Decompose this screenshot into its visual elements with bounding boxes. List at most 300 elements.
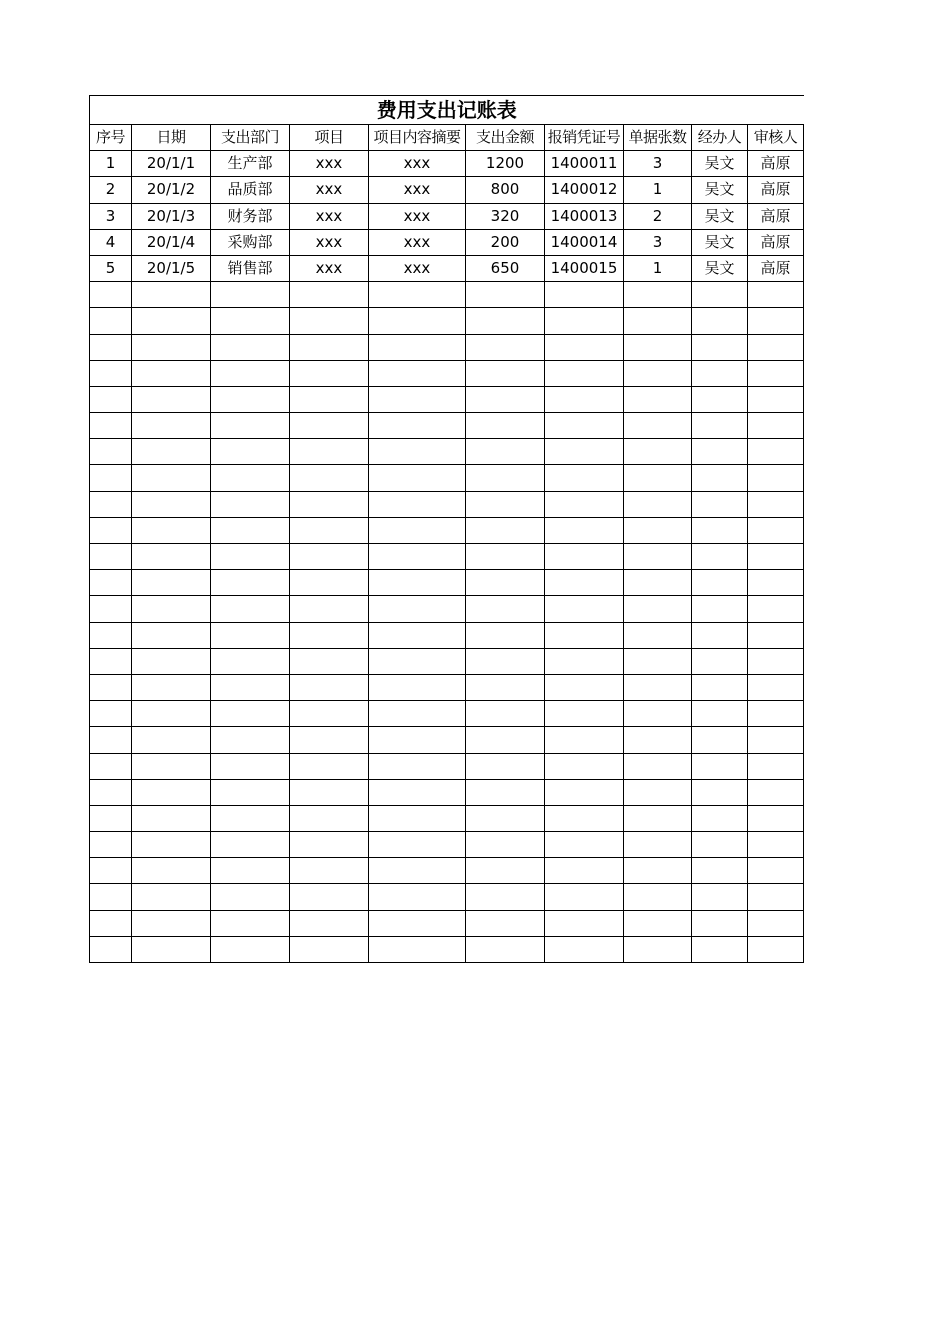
cell-handler xyxy=(692,570,748,596)
empty-row xyxy=(90,360,804,386)
cell-department xyxy=(211,779,290,805)
cell-seq: 5 xyxy=(90,255,132,281)
cell-doc-count xyxy=(624,360,692,386)
cell-seq xyxy=(90,360,132,386)
cell-amount xyxy=(466,544,545,570)
cell-department xyxy=(211,570,290,596)
cell-amount xyxy=(466,805,545,831)
cell-seq xyxy=(90,491,132,517)
cell-reviewer: 高原 xyxy=(748,151,804,177)
cell-summary: xxx xyxy=(369,229,466,255)
cell-amount xyxy=(466,570,545,596)
column-header-date: 日期 xyxy=(132,125,211,151)
cell-date: 20/1/3 xyxy=(132,203,211,229)
empty-row xyxy=(90,413,804,439)
cell-reviewer xyxy=(748,727,804,753)
cell-seq xyxy=(90,596,132,622)
cell-department xyxy=(211,517,290,543)
cell-date: 20/1/1 xyxy=(132,151,211,177)
empty-row xyxy=(90,282,804,308)
cell-summary xyxy=(369,465,466,491)
cell-doc-count: 2 xyxy=(624,203,692,229)
cell-amount xyxy=(466,334,545,360)
cell-doc-count xyxy=(624,674,692,700)
cell-handler xyxy=(692,517,748,543)
cell-seq xyxy=(90,544,132,570)
cell-seq xyxy=(90,753,132,779)
cell-date: 20/1/2 xyxy=(132,177,211,203)
cell-department xyxy=(211,910,290,936)
empty-row xyxy=(90,753,804,779)
cell-department: 生产部 xyxy=(211,151,290,177)
cell-item xyxy=(290,596,369,622)
cell-reviewer xyxy=(748,936,804,962)
cell-item xyxy=(290,805,369,831)
cell-seq xyxy=(90,701,132,727)
cell-seq xyxy=(90,858,132,884)
cell-doc-count xyxy=(624,334,692,360)
cell-seq xyxy=(90,282,132,308)
cell-handler xyxy=(692,596,748,622)
cell-item xyxy=(290,413,369,439)
cell-voucher xyxy=(545,674,624,700)
cell-reviewer xyxy=(748,308,804,334)
cell-summary xyxy=(369,413,466,439)
cell-doc-count xyxy=(624,308,692,334)
cell-reviewer xyxy=(748,753,804,779)
cell-handler: 吴文 xyxy=(692,151,748,177)
cell-voucher xyxy=(545,439,624,465)
empty-row xyxy=(90,858,804,884)
cell-doc-count xyxy=(624,910,692,936)
cell-department xyxy=(211,439,290,465)
cell-date xyxy=(132,622,211,648)
cell-department xyxy=(211,622,290,648)
cell-item xyxy=(290,386,369,412)
empty-row xyxy=(90,570,804,596)
cell-voucher xyxy=(545,360,624,386)
cell-amount xyxy=(466,282,545,308)
empty-row xyxy=(90,465,804,491)
column-header-item: 项目 xyxy=(290,125,369,151)
cell-seq xyxy=(90,727,132,753)
cell-amount xyxy=(466,910,545,936)
cell-date xyxy=(132,779,211,805)
cell-summary xyxy=(369,622,466,648)
cell-item: xxx xyxy=(290,229,369,255)
cell-amount xyxy=(466,884,545,910)
cell-summary xyxy=(369,544,466,570)
cell-date xyxy=(132,570,211,596)
cell-date xyxy=(132,936,211,962)
cell-summary xyxy=(369,727,466,753)
cell-summary xyxy=(369,674,466,700)
cell-summary xyxy=(369,282,466,308)
cell-department xyxy=(211,334,290,360)
cell-department xyxy=(211,805,290,831)
cell-reviewer xyxy=(748,439,804,465)
column-header-department: 支出部门 xyxy=(211,125,290,151)
cell-doc-count xyxy=(624,884,692,910)
column-header-amount: 支出金额 xyxy=(466,125,545,151)
cell-amount xyxy=(466,701,545,727)
cell-summary xyxy=(369,570,466,596)
cell-handler xyxy=(692,282,748,308)
empty-row xyxy=(90,936,804,962)
cell-doc-count xyxy=(624,779,692,805)
cell-handler xyxy=(692,386,748,412)
cell-handler xyxy=(692,308,748,334)
cell-voucher xyxy=(545,308,624,334)
cell-handler xyxy=(692,491,748,517)
cell-summary xyxy=(369,386,466,412)
cell-amount xyxy=(466,465,545,491)
cell-doc-count: 1 xyxy=(624,255,692,281)
cell-amount xyxy=(466,308,545,334)
cell-date xyxy=(132,413,211,439)
cell-voucher xyxy=(545,334,624,360)
cell-doc-count xyxy=(624,517,692,543)
cell-item: xxx xyxy=(290,255,369,281)
empty-row xyxy=(90,910,804,936)
empty-row xyxy=(90,674,804,700)
cell-voucher xyxy=(545,544,624,570)
cell-date xyxy=(132,701,211,727)
cell-summary xyxy=(369,334,466,360)
cell-doc-count xyxy=(624,753,692,779)
cell-date xyxy=(132,753,211,779)
cell-item xyxy=(290,779,369,805)
empty-row xyxy=(90,622,804,648)
cell-seq xyxy=(90,465,132,491)
cell-date xyxy=(132,727,211,753)
cell-amount xyxy=(466,674,545,700)
cell-summary xyxy=(369,439,466,465)
cell-amount xyxy=(466,596,545,622)
cell-department xyxy=(211,884,290,910)
cell-department xyxy=(211,648,290,674)
cell-item: xxx xyxy=(290,151,369,177)
cell-doc-count xyxy=(624,832,692,858)
cell-date xyxy=(132,832,211,858)
empty-row xyxy=(90,439,804,465)
cell-doc-count xyxy=(624,465,692,491)
empty-row xyxy=(90,308,804,334)
cell-reviewer xyxy=(748,570,804,596)
cell-summary xyxy=(369,936,466,962)
cell-department xyxy=(211,936,290,962)
cell-doc-count xyxy=(624,727,692,753)
cell-doc-count xyxy=(624,805,692,831)
cell-summary xyxy=(369,832,466,858)
cell-date xyxy=(132,648,211,674)
cell-seq: 1 xyxy=(90,151,132,177)
cell-amount xyxy=(466,858,545,884)
cell-handler: 吴文 xyxy=(692,229,748,255)
cell-seq xyxy=(90,334,132,360)
cell-voucher xyxy=(545,570,624,596)
cell-handler: 吴文 xyxy=(692,203,748,229)
cell-reviewer xyxy=(748,832,804,858)
cell-date xyxy=(132,282,211,308)
empty-row xyxy=(90,334,804,360)
cell-reviewer xyxy=(748,805,804,831)
cell-handler: 吴文 xyxy=(692,177,748,203)
cell-item xyxy=(290,439,369,465)
table-row xyxy=(90,203,804,229)
column-header-reviewer: 审核人 xyxy=(748,125,804,151)
cell-seq xyxy=(90,936,132,962)
cell-date xyxy=(132,360,211,386)
empty-row xyxy=(90,648,804,674)
cell-voucher: 1400011 xyxy=(545,151,624,177)
cell-reviewer: 高原 xyxy=(748,177,804,203)
cell-item xyxy=(290,308,369,334)
cell-doc-count xyxy=(624,491,692,517)
cell-voucher: 1400015 xyxy=(545,255,624,281)
cell-handler xyxy=(692,622,748,648)
cell-item: xxx xyxy=(290,203,369,229)
cell-reviewer xyxy=(748,884,804,910)
cell-reviewer xyxy=(748,701,804,727)
cell-amount xyxy=(466,936,545,962)
cell-date xyxy=(132,674,211,700)
cell-summary: xxx xyxy=(369,151,466,177)
cell-reviewer xyxy=(748,674,804,700)
cell-handler xyxy=(692,727,748,753)
cell-amount xyxy=(466,753,545,779)
cell-doc-count: 3 xyxy=(624,151,692,177)
cell-date xyxy=(132,308,211,334)
cell-summary xyxy=(369,596,466,622)
cell-department xyxy=(211,701,290,727)
column-header-summary: 项目内容摘要 xyxy=(369,125,466,151)
empty-row xyxy=(90,805,804,831)
cell-department xyxy=(211,727,290,753)
cell-handler xyxy=(692,779,748,805)
cell-date xyxy=(132,465,211,491)
cell-reviewer xyxy=(748,360,804,386)
cell-seq xyxy=(90,648,132,674)
column-header-doc-count: 单据张数 xyxy=(624,125,692,151)
cell-handler xyxy=(692,832,748,858)
cell-seq xyxy=(90,779,132,805)
cell-date xyxy=(132,439,211,465)
cell-seq xyxy=(90,439,132,465)
cell-department xyxy=(211,360,290,386)
cell-date: 20/1/5 xyxy=(132,255,211,281)
cell-voucher xyxy=(545,936,624,962)
cell-amount: 320 xyxy=(466,203,545,229)
cell-summary: xxx xyxy=(369,177,466,203)
cell-voucher xyxy=(545,596,624,622)
cell-voucher xyxy=(545,779,624,805)
sheet-title: 费用支出记账表 xyxy=(90,96,804,125)
cell-department xyxy=(211,544,290,570)
cell-voucher xyxy=(545,282,624,308)
cell-summary: xxx xyxy=(369,255,466,281)
cell-handler xyxy=(692,439,748,465)
cell-amount: 1200 xyxy=(466,151,545,177)
cell-amount xyxy=(466,491,545,517)
empty-row xyxy=(90,544,804,570)
empty-row xyxy=(90,596,804,622)
empty-row xyxy=(90,386,804,412)
cell-reviewer xyxy=(748,282,804,308)
cell-doc-count xyxy=(624,858,692,884)
cell-department xyxy=(211,413,290,439)
cell-summary xyxy=(369,858,466,884)
empty-row xyxy=(90,491,804,517)
table-row xyxy=(90,177,804,203)
column-header-voucher: 报销凭证号 xyxy=(545,125,624,151)
cell-voucher xyxy=(545,413,624,439)
cell-department: 销售部 xyxy=(211,255,290,281)
cell-item xyxy=(290,360,369,386)
cell-amount: 200 xyxy=(466,229,545,255)
cell-handler xyxy=(692,674,748,700)
cell-handler xyxy=(692,465,748,491)
cell-date xyxy=(132,596,211,622)
cell-seq: 4 xyxy=(90,229,132,255)
cell-reviewer xyxy=(748,596,804,622)
column-header-handler: 经办人 xyxy=(692,125,748,151)
cell-handler xyxy=(692,334,748,360)
cell-item xyxy=(290,858,369,884)
cell-handler xyxy=(692,858,748,884)
cell-summary xyxy=(369,779,466,805)
cell-reviewer: 高原 xyxy=(748,255,804,281)
cell-item xyxy=(290,570,369,596)
cell-reviewer xyxy=(748,910,804,936)
cell-department xyxy=(211,282,290,308)
empty-row xyxy=(90,832,804,858)
cell-voucher xyxy=(545,517,624,543)
cell-doc-count xyxy=(624,544,692,570)
cell-summary xyxy=(369,360,466,386)
cell-date xyxy=(132,491,211,517)
cell-handler xyxy=(692,753,748,779)
cell-reviewer: 高原 xyxy=(748,229,804,255)
cell-handler xyxy=(692,884,748,910)
cell-amount: 650 xyxy=(466,255,545,281)
cell-voucher xyxy=(545,910,624,936)
cell-doc-count xyxy=(624,413,692,439)
cell-amount xyxy=(466,648,545,674)
cell-reviewer xyxy=(748,779,804,805)
cell-date xyxy=(132,517,211,543)
cell-date xyxy=(132,544,211,570)
cell-item xyxy=(290,936,369,962)
cell-item xyxy=(290,491,369,517)
cell-reviewer: 高原 xyxy=(748,203,804,229)
cell-department xyxy=(211,308,290,334)
cell-amount: 800 xyxy=(466,177,545,203)
header-row xyxy=(90,125,804,151)
cell-department: 采购部 xyxy=(211,229,290,255)
empty-row xyxy=(90,884,804,910)
cell-handler xyxy=(692,360,748,386)
cell-seq xyxy=(90,622,132,648)
cell-summary xyxy=(369,517,466,543)
cell-reviewer xyxy=(748,386,804,412)
cell-summary xyxy=(369,805,466,831)
cell-voucher: 1400013 xyxy=(545,203,624,229)
cell-item xyxy=(290,517,369,543)
cell-voucher xyxy=(545,753,624,779)
cell-reviewer xyxy=(748,413,804,439)
cell-handler xyxy=(692,910,748,936)
cell-department xyxy=(211,491,290,517)
cell-amount xyxy=(466,413,545,439)
cell-reviewer xyxy=(748,648,804,674)
cell-date xyxy=(132,805,211,831)
cell-voucher xyxy=(545,701,624,727)
cell-voucher xyxy=(545,805,624,831)
cell-seq: 3 xyxy=(90,203,132,229)
cell-voucher xyxy=(545,386,624,412)
cell-department xyxy=(211,832,290,858)
cell-handler xyxy=(692,805,748,831)
cell-voucher xyxy=(545,884,624,910)
empty-row xyxy=(90,517,804,543)
cell-department xyxy=(211,596,290,622)
cell-seq: 2 xyxy=(90,177,132,203)
cell-item xyxy=(290,910,369,936)
cell-voucher xyxy=(545,622,624,648)
title-row xyxy=(90,96,804,125)
cell-doc-count xyxy=(624,439,692,465)
cell-reviewer xyxy=(748,544,804,570)
cell-item xyxy=(290,727,369,753)
cell-doc-count xyxy=(624,596,692,622)
column-header-seq: 序号 xyxy=(90,125,132,151)
cell-voucher xyxy=(545,858,624,884)
cell-item xyxy=(290,674,369,700)
cell-doc-count xyxy=(624,648,692,674)
cell-seq xyxy=(90,386,132,412)
cell-summary xyxy=(369,491,466,517)
cell-item xyxy=(290,334,369,360)
cell-reviewer xyxy=(748,858,804,884)
cell-handler: 吴文 xyxy=(692,255,748,281)
cell-amount xyxy=(466,360,545,386)
cell-amount xyxy=(466,622,545,648)
cell-seq xyxy=(90,674,132,700)
cell-summary xyxy=(369,308,466,334)
cell-date xyxy=(132,386,211,412)
cell-doc-count xyxy=(624,622,692,648)
cell-date xyxy=(132,910,211,936)
cell-voucher xyxy=(545,727,624,753)
cell-item xyxy=(290,884,369,910)
cell-department: 品质部 xyxy=(211,177,290,203)
empty-row xyxy=(90,779,804,805)
table-row xyxy=(90,255,804,281)
cell-seq xyxy=(90,910,132,936)
cell-seq xyxy=(90,308,132,334)
cell-item: xxx xyxy=(290,177,369,203)
cell-department xyxy=(211,674,290,700)
cell-handler xyxy=(692,413,748,439)
cell-summary xyxy=(369,753,466,779)
cell-item xyxy=(290,622,369,648)
cell-summary xyxy=(369,884,466,910)
cell-handler xyxy=(692,648,748,674)
cell-voucher xyxy=(545,491,624,517)
cell-doc-count xyxy=(624,936,692,962)
cell-summary xyxy=(369,648,466,674)
